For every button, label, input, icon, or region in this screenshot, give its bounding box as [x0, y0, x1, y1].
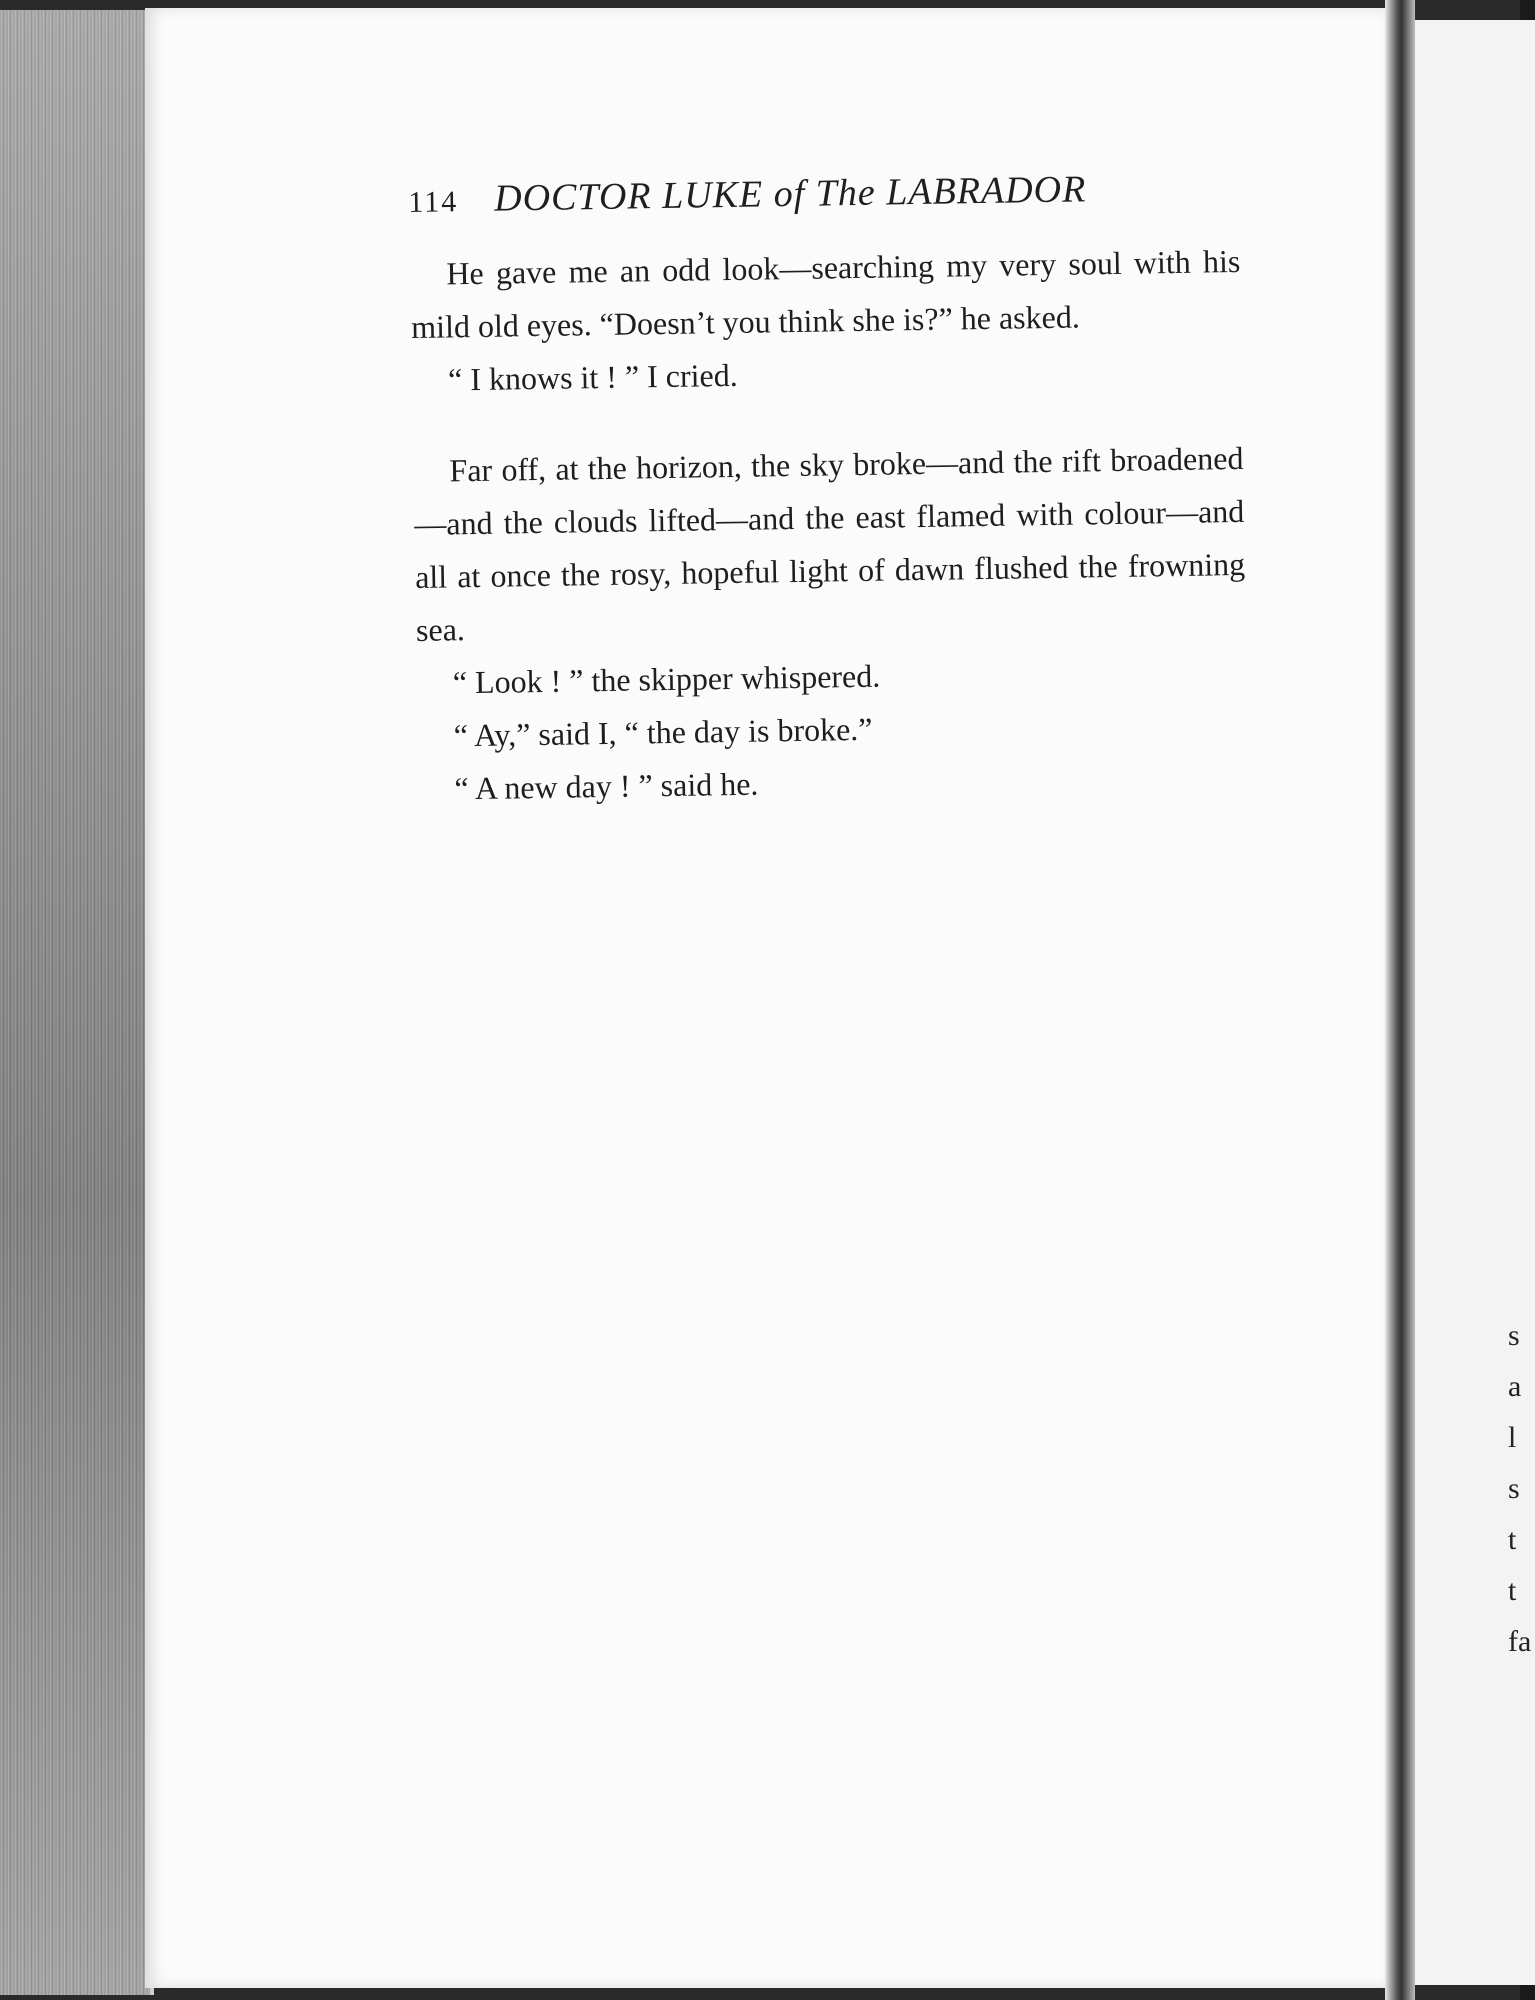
facing-fragment: fa: [1508, 1625, 1532, 1658]
facing-fragment: t: [1508, 1523, 1517, 1556]
paragraph: Far off, at the horizon, the sky broke—and the rift broadened—and the clouds lifted—and the east flamed with colour—and all at once the rosy, hopeful light of dawn flushed the frowning sea.: [414, 439, 1246, 648]
page-body-text: [410, 235, 1249, 816]
paragraph: He gave me an odd look—searching my very soul with his mild old eyes. “Doesn’t you think she is?” he asked.: [410, 242, 1241, 345]
page-block-edges: [0, 10, 154, 1995]
facing-page-text-fragments: [1508, 1310, 1531, 1667]
facing-fragment: a: [1508, 1370, 1522, 1403]
facing-fragment: s: [1508, 1319, 1520, 1352]
paragraph: “ A new day ! ” said he.: [454, 765, 759, 807]
facing-fragment: s: [1508, 1472, 1520, 1505]
facing-fragment: l: [1508, 1421, 1517, 1454]
book-gutter: [1385, 0, 1415, 2000]
page-number: 114: [408, 185, 459, 219]
facing-page: [1415, 20, 1535, 1985]
facing-fragment: t: [1508, 1574, 1517, 1607]
paragraph: “ Ay,” said I, “ the day is broke.”: [453, 710, 873, 754]
paragraph: “ I knows it ! ” I cried.: [447, 356, 738, 398]
running-title: DOCTOR LUKE of The LABRADOR: [493, 168, 1087, 220]
paragraph: “ Look ! ” the skipper whispered.: [452, 657, 881, 701]
